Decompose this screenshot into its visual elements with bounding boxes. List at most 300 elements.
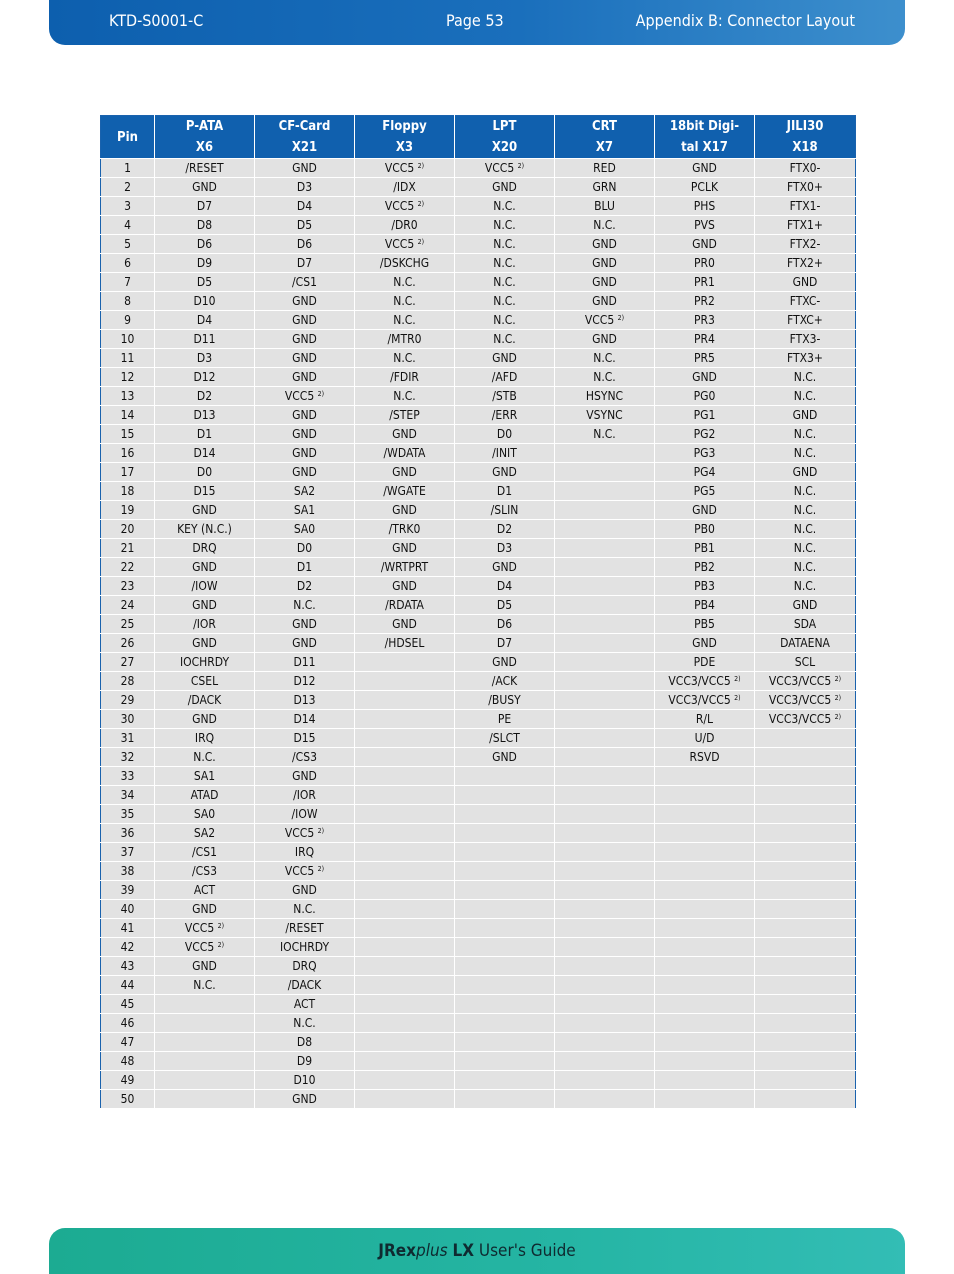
table-cell <box>355 805 455 824</box>
table-cell: VCC5 $^{2)}$ <box>355 159 455 178</box>
table-row <box>101 862 856 881</box>
table-row <box>101 292 856 311</box>
table-cell: D15 <box>255 729 355 748</box>
table-cell: N.C. <box>755 444 856 463</box>
table-cell <box>555 805 655 824</box>
table-cell: GND <box>655 368 755 387</box>
table-cell: /STB <box>455 387 555 406</box>
table-row <box>101 919 856 938</box>
table-cell: DATAENA <box>755 634 856 653</box>
pin-number-cell: 50 <box>101 1090 155 1109</box>
table-cell <box>555 710 655 729</box>
table-cell: CSEL <box>155 672 255 691</box>
table-cell <box>655 995 755 1014</box>
table-cell: N.C. <box>355 273 455 292</box>
table-cell <box>555 1071 655 1090</box>
pin-number-cell: 45 <box>101 995 155 1014</box>
pin-number-cell: 14 <box>101 406 155 425</box>
table-row <box>101 311 856 330</box>
table-cell: PB2 <box>655 558 755 577</box>
table-cell: GND <box>355 539 455 558</box>
table-cell: GND <box>255 615 355 634</box>
table-row <box>101 995 856 1014</box>
table-cell: GND <box>255 425 355 444</box>
table-cell: VCC3/VCC5 $^{2)}$ <box>755 672 856 691</box>
table-cell <box>555 463 655 482</box>
table-cell: /SLIN <box>455 501 555 520</box>
pin-number-cell: 9 <box>101 311 155 330</box>
pin-number-cell: 32 <box>101 748 155 767</box>
table-cell <box>755 805 856 824</box>
table-cell <box>655 976 755 995</box>
table-cell: N.C. <box>355 292 455 311</box>
table-cell: GND <box>255 881 355 900</box>
page-header <box>49 0 905 45</box>
table-row <box>101 691 856 710</box>
table-cell: D0 <box>255 539 355 558</box>
table-cell <box>555 919 655 938</box>
table-cell: PG2 <box>655 425 755 444</box>
table-row <box>101 1071 856 1090</box>
table-cell: D6 <box>155 235 255 254</box>
table-cell: GND <box>255 634 355 653</box>
pin-number-cell: 31 <box>101 729 155 748</box>
table-cell <box>555 444 655 463</box>
table-cell <box>455 805 555 824</box>
col-header-lpt: LPT X20 <box>455 116 555 159</box>
table-cell <box>655 862 755 881</box>
table-cell <box>755 1014 856 1033</box>
table-cell <box>155 1071 255 1090</box>
footnote-marker: 2) <box>834 713 842 721</box>
footnote-marker: 2) <box>317 390 325 398</box>
table-row <box>101 938 856 957</box>
table-cell: D6 <box>255 235 355 254</box>
table-cell: RED <box>555 159 655 178</box>
table-cell <box>555 482 655 501</box>
table-cell <box>755 843 856 862</box>
table-cell: FTXC- <box>755 292 856 311</box>
table-cell: /DSKCHG <box>355 254 455 273</box>
table-cell: D3 <box>155 349 255 368</box>
pin-number-cell: 13 <box>101 387 155 406</box>
table-row <box>101 710 856 729</box>
table-cell <box>455 786 555 805</box>
table-cell: /RDATA <box>355 596 455 615</box>
table-cell: N.C. <box>155 976 255 995</box>
table-cell: GND <box>255 767 355 786</box>
table-cell <box>555 672 655 691</box>
table-cell: VCC5 $^{2)}$ <box>255 862 355 881</box>
table-cell: PB3 <box>655 577 755 596</box>
table-cell: D14 <box>255 710 355 729</box>
table-row <box>101 1052 856 1071</box>
table-cell <box>555 539 655 558</box>
col-header-crt: CRT X7 <box>555 116 655 159</box>
pin-number-cell: 23 <box>101 577 155 596</box>
table-cell: /IOW <box>155 577 255 596</box>
table-cell: /WGATE <box>355 482 455 501</box>
table-cell: /RESET <box>155 159 255 178</box>
table-row <box>101 178 856 197</box>
table-cell: N.C. <box>255 900 355 919</box>
table-cell <box>655 1052 755 1071</box>
table-cell: /TRK0 <box>355 520 455 539</box>
table-cell: FTX2+ <box>755 254 856 273</box>
table-cell: PR4 <box>655 330 755 349</box>
table-cell: GND <box>255 311 355 330</box>
table-cell: PR0 <box>655 254 755 273</box>
table-cell: PVS <box>655 216 755 235</box>
table-cell: /HDSEL <box>355 634 455 653</box>
table-cell: IOCHRDY <box>255 938 355 957</box>
table-cell: /ERR <box>455 406 555 425</box>
pin-number-cell: 20 <box>101 520 155 539</box>
table-cell <box>555 824 655 843</box>
table-cell <box>455 1052 555 1071</box>
table-cell: D0 <box>455 425 555 444</box>
table-cell <box>755 1090 856 1109</box>
table-cell: D15 <box>155 482 255 501</box>
table-cell: D5 <box>155 273 255 292</box>
table-cell <box>755 900 856 919</box>
table-cell <box>555 729 655 748</box>
table-cell: /WRTPRT <box>355 558 455 577</box>
table-cell: RSVD <box>655 748 755 767</box>
table-cell: D4 <box>455 577 555 596</box>
table-cell <box>555 976 655 995</box>
table-cell <box>755 881 856 900</box>
table-cell: D2 <box>155 387 255 406</box>
pin-number-cell: 39 <box>101 881 155 900</box>
table-cell: FTX3- <box>755 330 856 349</box>
table-cell: SCL <box>755 653 856 672</box>
table-cell <box>455 824 555 843</box>
table-cell: PG4 <box>655 463 755 482</box>
table-cell: PB4 <box>655 596 755 615</box>
table-cell: N.C. <box>755 577 856 596</box>
table-cell: GND <box>255 330 355 349</box>
pin-number-cell: 17 <box>101 463 155 482</box>
table-cell <box>555 1090 655 1109</box>
pin-number-cell: 16 <box>101 444 155 463</box>
table-cell <box>655 767 755 786</box>
table-cell <box>355 1052 455 1071</box>
pin-number-cell: 34 <box>101 786 155 805</box>
table-cell <box>655 1014 755 1033</box>
table-cell: GND <box>655 235 755 254</box>
table-row <box>101 976 856 995</box>
table-cell: VCC3/VCC5 $^{2)}$ <box>655 691 755 710</box>
table-cell: FTX1- <box>755 197 856 216</box>
table-cell: VCC5 $^{2)}$ <box>255 387 355 406</box>
table-row <box>101 197 856 216</box>
table-cell: GND <box>755 463 856 482</box>
table-cell: SA0 <box>255 520 355 539</box>
table-cell: IOCHRDY <box>155 653 255 672</box>
table-cell: SDA <box>755 615 856 634</box>
table-cell: N.C. <box>255 596 355 615</box>
table-cell <box>155 1033 255 1052</box>
table-cell <box>155 1014 255 1033</box>
pin-number-cell: 18 <box>101 482 155 501</box>
pin-number-cell: 22 <box>101 558 155 577</box>
table-row <box>101 463 856 482</box>
table-cell: R/L <box>655 710 755 729</box>
table-cell <box>655 919 755 938</box>
table-cell: D9 <box>255 1052 355 1071</box>
table-row <box>101 482 856 501</box>
table-row <box>101 957 856 976</box>
table-cell: N.C. <box>255 1014 355 1033</box>
table-cell <box>355 919 455 938</box>
table-row <box>101 159 856 178</box>
table-row <box>101 577 856 596</box>
table-row <box>101 843 856 862</box>
footnote-marker: 2) <box>834 675 842 683</box>
table-cell: PE <box>455 710 555 729</box>
pin-number-cell: 37 <box>101 843 155 862</box>
table-cell <box>455 900 555 919</box>
table-cell: D8 <box>155 216 255 235</box>
table-cell: N.C. <box>555 216 655 235</box>
footer-brand-suffix: plus <box>415 1241 448 1261</box>
pin-number-cell: 11 <box>101 349 155 368</box>
table-cell: PR3 <box>655 311 755 330</box>
table-cell: VCC3/VCC5 $^{2)}$ <box>755 710 856 729</box>
table-cell <box>755 919 856 938</box>
table-row <box>101 615 856 634</box>
table-cell: GND <box>455 463 555 482</box>
table-cell: GND <box>155 558 255 577</box>
table-cell: KEY (N.C.) <box>155 520 255 539</box>
table-cell: GRN <box>555 178 655 197</box>
table-cell: GND <box>455 178 555 197</box>
table-cell: SA0 <box>155 805 255 824</box>
table-cell <box>555 938 655 957</box>
table-cell: VCC5 $^{2)}$ <box>455 159 555 178</box>
pin-number-cell: 21 <box>101 539 155 558</box>
table-cell: PR1 <box>655 273 755 292</box>
col-header-cf-card: CF-Card X21 <box>255 116 355 159</box>
table-cell <box>755 748 856 767</box>
table-cell: D0 <box>155 463 255 482</box>
table-cell: PDE <box>655 653 755 672</box>
table-cell: GND <box>255 159 355 178</box>
pin-number-cell: 42 <box>101 938 155 957</box>
table-cell: GND <box>655 501 755 520</box>
table-cell: /CS1 <box>155 843 255 862</box>
pin-number-cell: 2 <box>101 178 155 197</box>
table-cell: N.C. <box>755 501 856 520</box>
table-cell: GND <box>155 178 255 197</box>
table-cell: SA2 <box>255 482 355 501</box>
table-cell <box>555 767 655 786</box>
table-cell: VCC5 $^{2)}$ <box>355 235 455 254</box>
table-cell: N.C. <box>455 216 555 235</box>
table-cell: PB1 <box>655 539 755 558</box>
table-cell: GND <box>555 292 655 311</box>
table-cell <box>655 1071 755 1090</box>
table-cell: PCLK <box>655 178 755 197</box>
table-cell <box>355 995 455 1014</box>
table-cell: GND <box>255 444 355 463</box>
table-cell <box>555 786 655 805</box>
table-cell <box>755 862 856 881</box>
table-cell <box>555 501 655 520</box>
col-header-pin: Pin <box>101 116 155 159</box>
table-cell <box>755 995 856 1014</box>
footnote-marker: 2) <box>834 694 842 702</box>
table-cell: N.C. <box>555 368 655 387</box>
table-cell: D6 <box>455 615 555 634</box>
footnote-marker: 2) <box>734 694 741 702</box>
table-cell: N.C. <box>355 349 455 368</box>
table-cell: /IOR <box>155 615 255 634</box>
table-cell: /CS3 <box>155 862 255 881</box>
table-cell: GND <box>755 406 856 425</box>
table-cell: GND <box>555 235 655 254</box>
col-header-p-ata: P-ATA X6 <box>155 116 255 159</box>
pin-number-cell: 47 <box>101 1033 155 1052</box>
table-header-row <box>101 116 856 159</box>
table-cell <box>455 767 555 786</box>
table-cell: GND <box>455 349 555 368</box>
table-cell <box>555 748 655 767</box>
table-cell <box>755 1071 856 1090</box>
table-cell: D10 <box>255 1071 355 1090</box>
table-cell: D8 <box>255 1033 355 1052</box>
table-cell <box>755 1052 856 1071</box>
table-cell <box>455 1071 555 1090</box>
table-cell: /CS1 <box>255 273 355 292</box>
table-row <box>101 539 856 558</box>
table-cell: N.C. <box>355 311 455 330</box>
table-cell <box>755 1033 856 1052</box>
page-number: Page 53 <box>446 11 504 30</box>
table-cell: N.C. <box>755 520 856 539</box>
table-cell: DRQ <box>255 957 355 976</box>
table-cell: VCC5 $^{2)}$ <box>155 919 255 938</box>
table-cell <box>355 824 455 843</box>
table-row <box>101 273 856 292</box>
table-cell <box>355 957 455 976</box>
table-cell <box>755 957 856 976</box>
table-cell: GND <box>355 577 455 596</box>
table-cell <box>155 1090 255 1109</box>
table-row <box>101 368 856 387</box>
table-cell <box>655 881 755 900</box>
table-cell: GND <box>455 748 555 767</box>
table-cell <box>355 767 455 786</box>
table-cell <box>455 919 555 938</box>
table-cell: GND <box>255 349 355 368</box>
table-cell <box>355 938 455 957</box>
table-cell: GND <box>555 330 655 349</box>
table-cell <box>355 672 455 691</box>
table-cell: VCC3/VCC5 $^{2)}$ <box>655 672 755 691</box>
table-row <box>101 881 856 900</box>
table-cell: GND <box>155 957 255 976</box>
pin-number-cell: 27 <box>101 653 155 672</box>
table-row <box>101 672 856 691</box>
table-cell <box>755 824 856 843</box>
table-cell <box>455 957 555 976</box>
table-cell <box>655 938 755 957</box>
footnote-marker: 2) <box>217 941 225 949</box>
table-row <box>101 767 856 786</box>
table-cell: SA2 <box>155 824 255 843</box>
pin-number-cell: 19 <box>101 501 155 520</box>
table-row <box>101 786 856 805</box>
pin-number-cell: 1 <box>101 159 155 178</box>
table-cell: IRQ <box>155 729 255 748</box>
table-cell: VCC5 $^{2)}$ <box>555 311 655 330</box>
table-cell <box>755 976 856 995</box>
footnote-marker: 2) <box>734 675 741 683</box>
table-cell: FTX0+ <box>755 178 856 197</box>
table-row <box>101 235 856 254</box>
table-cell <box>555 1014 655 1033</box>
table-row <box>101 501 856 520</box>
pin-number-cell: 12 <box>101 368 155 387</box>
table-cell <box>555 596 655 615</box>
table-cell: GND <box>255 292 355 311</box>
table-cell <box>155 995 255 1014</box>
pin-number-cell: 25 <box>101 615 155 634</box>
table-cell: GND <box>355 615 455 634</box>
pin-number-cell: 41 <box>101 919 155 938</box>
table-cell: D2 <box>455 520 555 539</box>
table-cell <box>455 881 555 900</box>
table-cell: D11 <box>255 653 355 672</box>
table-cell: GND <box>255 368 355 387</box>
pin-number-cell: 35 <box>101 805 155 824</box>
table-cell: IRQ <box>255 843 355 862</box>
footnote-marker: 2) <box>217 922 225 930</box>
table-row <box>101 349 856 368</box>
table-cell: GND <box>755 273 856 292</box>
table-cell: N.C. <box>755 558 856 577</box>
table-cell: D4 <box>255 197 355 216</box>
table-cell <box>355 748 455 767</box>
pin-number-cell: 28 <box>101 672 155 691</box>
pin-number-cell: 8 <box>101 292 155 311</box>
col-header-floppy: Floppy X3 <box>355 116 455 159</box>
table-cell: VCC5 $^{2)}$ <box>355 197 455 216</box>
table-row <box>101 748 856 767</box>
table-cell: D7 <box>155 197 255 216</box>
table-cell <box>355 786 455 805</box>
footer-title: User's Guide <box>478 1241 576 1261</box>
table-cell: GND <box>155 900 255 919</box>
table-cell: D9 <box>155 254 255 273</box>
table-cell: D2 <box>255 577 355 596</box>
table-cell: D13 <box>155 406 255 425</box>
table-cell <box>555 843 655 862</box>
table-cell: D3 <box>455 539 555 558</box>
table-cell: GND <box>355 425 455 444</box>
col-header-digital: 18bit Digi- tal X17 <box>655 116 755 159</box>
table-cell: /DACK <box>255 976 355 995</box>
table-cell: D5 <box>255 216 355 235</box>
table-row <box>101 254 856 273</box>
table-cell: N.C. <box>555 349 655 368</box>
footer-model: LX <box>452 1241 475 1261</box>
table-cell: PG1 <box>655 406 755 425</box>
table-cell: /WDATA <box>355 444 455 463</box>
table-cell <box>455 862 555 881</box>
